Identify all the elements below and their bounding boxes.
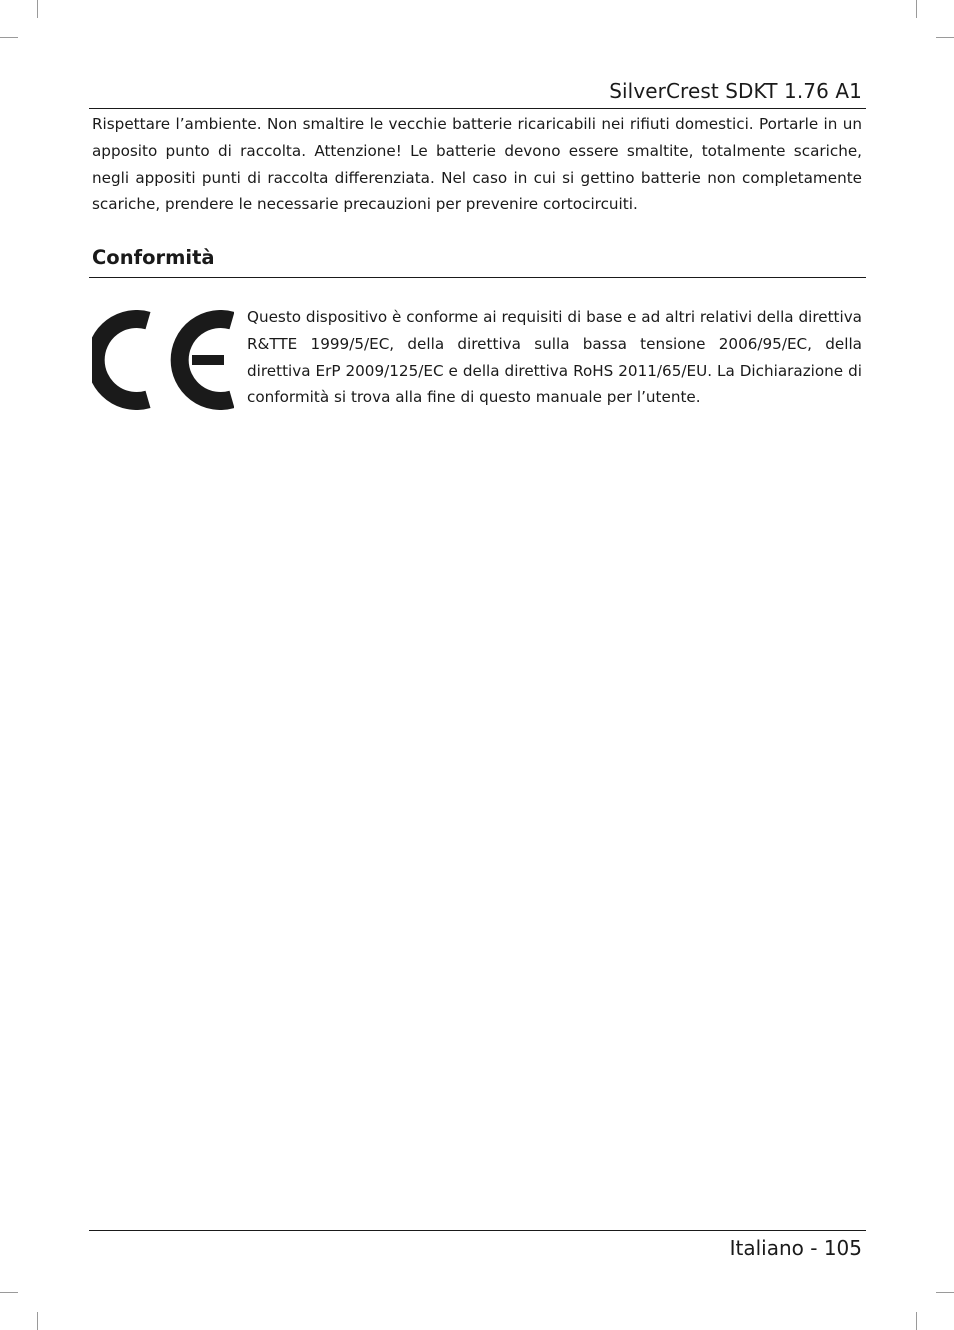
section-rule bbox=[89, 277, 866, 278]
header-rule bbox=[89, 108, 866, 109]
crop-mark bbox=[0, 37, 18, 38]
crop-mark bbox=[916, 0, 917, 18]
footer-language: Italiano bbox=[729, 1236, 804, 1260]
section-heading-conformity: Conformità bbox=[92, 246, 215, 269]
page-number: 105 bbox=[823, 1236, 862, 1260]
ce-mark-icon bbox=[92, 310, 234, 410]
footer-rule bbox=[89, 1230, 866, 1231]
conformity-paragraph: Questo dispositivo è conforme ai requisiti di base e ad altri relativi della direttiva R&TTE 1999/5/EC, della direttiva sulla bassa tensione 2006/95/EC, della direttiva ErP 2009/125/EC e della direttiva RoHS 2011/65/EU. La Dichiarazione di conformità si trova alla fine di questo manuale per l’utente. bbox=[247, 308, 862, 407]
crop-mark bbox=[936, 1292, 954, 1293]
crop-mark bbox=[916, 1312, 917, 1330]
battery-disposal-paragraph: Rispettare l’ambiente. Non smaltire le vecchie batterie ricaricabili nei rifiuti domestici. Portarle in un apposito punto di raccolta. Attenzione! Le batterie devono essere smaltite, totalmente scariche, negli appositi punti di raccolta differenziata. Nel caso in cui si gettino batterie non completamente scariche, prendere le necessarie precauzioni per prevenire cortocircuiti. bbox=[92, 115, 862, 214]
crop-mark bbox=[37, 0, 38, 18]
crop-mark bbox=[37, 1312, 38, 1330]
page-footer bbox=[730, 1236, 862, 1260]
footer-separator: - bbox=[803, 1236, 824, 1260]
document-header-title: SilverCrest SDKT 1.76 A1 bbox=[609, 79, 862, 103]
crop-mark bbox=[0, 1292, 18, 1293]
crop-mark bbox=[936, 37, 954, 38]
